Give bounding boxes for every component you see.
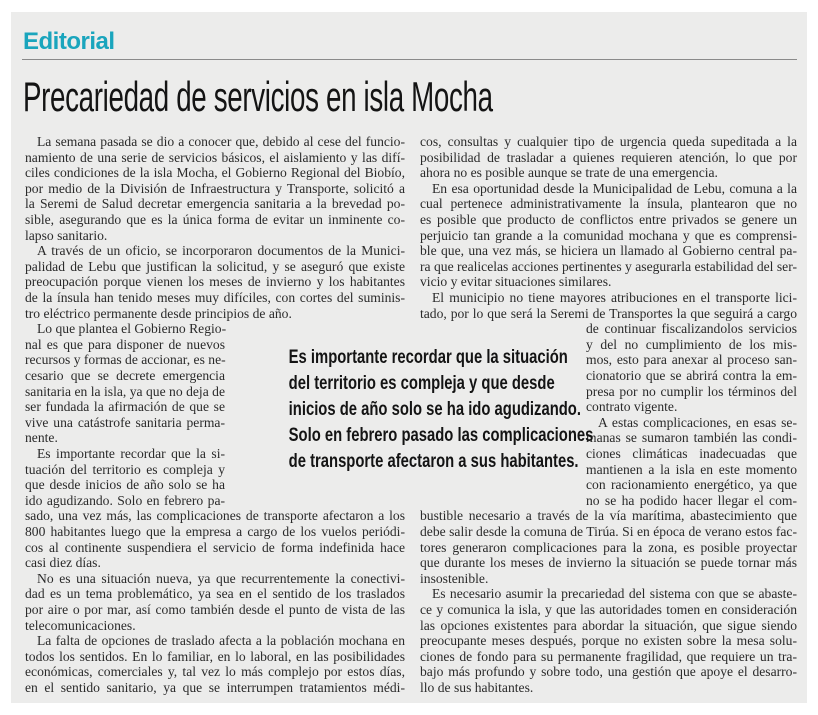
text-line: contrato vigente. [586,399,678,415]
text-line: La falta de opciones de traslado afecta a la población mochana en [37,633,405,649]
text-line: A estas complicaciones, en esas se- [598,414,797,430]
text-line: En esa oportunidad desde la Municipalidad de Lebu, comuna a la [432,180,797,196]
text-line: debe salir desde la comuna de Tirúa. Si en época de verano estos fac- [420,524,797,539]
text-line: mantienen a la isla en este momento [586,461,797,477]
pull-quote [255,345,594,475]
text-line: perjuicio tan grande a la comunidad mochana y que es comprensi- [420,227,797,243]
text-line: posibilidad de trasladar a quienes requieren atención, lo que por [420,149,797,165]
headline: Precariedad de servicios en isla Mocha [23,73,493,120]
text-line: las opciones existentes para abordar la situación, que sigue siendo [420,617,797,633]
pull-quote-line: inicios de año solo se ha ido agudizando. [288,399,581,420]
section-label: Editorial [23,28,115,55]
text-line: namiento de una serie de servicios básicos, el aislamiento y las difí- [25,149,405,165]
text-line: recursos y formas de accionar, es ne- [25,352,226,368]
text-line: cos, consultas y cualquier tipo de urgencia queda supeditada a la [420,134,797,149]
text-line: tuación del territorio es compleja y [25,461,225,477]
text-line: ra que realicelas acciones pertinentes y asegurarla estabilidad del ser- [420,258,797,274]
text-line: por aire o por mar, así como también desde el punto de vista de las [25,602,405,617]
pull-quote-line: del territorio es compleja y que desde [288,373,555,394]
text-line: es posible que producto de conflictos entre privados se genere un [420,212,797,227]
text-line: bajo más profundo y sobre todo, una gestión que apoye el desarro- [420,664,797,680]
text-line: presa por no cumplir los términos del [586,383,797,399]
text-line: preocupación porque vienen los meses de invierno y los habitantes [25,274,405,290]
text-line: palidad de Lebu que justifican la solicitud, y se aseguró que existe [25,258,405,274]
text-line: nal es que para disponer de nuevos [25,336,225,352]
text-line: telecomunicaciones. [25,617,136,633]
text-line: cos al continente suspendiera el servicio de forma indefinida hace [25,539,405,555]
pull-quote-line: Es importante recordar que la situación [288,347,568,368]
text-line: que durante los meses de invierno la situación se puede tornar más [420,555,797,571]
section-divider [22,59,797,60]
text-line: dad es un tema problemático, ya sea en el sentido de los traslados [25,586,405,602]
text-line: la Seremi de Salud decretar emergencia sanitaria a la brevedad po- [25,196,405,212]
text-line: Es necesario asumir la precariedad del sistema con que se abaste- [432,586,797,602]
text-line: preocupante meses después, porque no existen sobre la mesa solu- [420,633,797,649]
text-line: sanitaria en la isla, ya que no deja de [25,383,225,399]
text-line: tro eléctrico permanente desde principios de año. [25,305,292,321]
text-line: con racionamiento energético, ya que [586,477,797,493]
text-line: bustible necesario a través de la vía marítima, abastecimiento que [420,508,797,524]
text-line: ble que, una vez más, se hiciera un llamado al Gobierno central pa- [420,243,797,259]
text-line: ciones climáticas inadecuadas que [586,446,797,461]
text-line: A través de un oficio, se incorporaron documentos de la Munici- [37,243,405,259]
text-line: vicio y evitar situaciones similares. [420,274,612,290]
text-line: cesario que se decrete emergencia [25,368,225,383]
text-line: ahora no es posible aunque se trate de una emergencia. [420,165,718,181]
text-line: tado, por lo que será la Seremi de Transportes la que seguirá a cargo [420,305,797,321]
text-line: El municipio no tiene mayores atribuciones en el transporte lici- [432,290,797,305]
text-line: de la ínsula han tenido meses muy difíciles, con cortes del suminis- [25,290,405,305]
text-line: manas se sumaron también las condi- [586,430,797,446]
text-line: cionatorio que se abrirá contra la em- [586,368,797,383]
text-line: vive una catástrofe sanitaria perma- [25,414,225,430]
text-line: Es importante recordar que la si- [37,446,225,461]
text-line: sado, una vez más, las complicaciones de transporte afectaron a los [25,508,405,524]
text-line: llo de sus habitantes. [420,680,534,695]
text-line: tores generaron complicaciones para la zona, es posible proyectar [420,539,797,555]
text-line: todos los sentidos. En lo familiar, en lo laboral, en las posibilidades [25,648,405,664]
pull-quote-line: de transporte afectaron a sus habitantes. [288,451,579,472]
text-line: 800 habitantes luego que la empresa a cargo de los vuelos periódi- [25,524,405,539]
text-line: La semana pasada se dio a conocer que, debido al cese del funcio- [37,134,405,149]
text-line: económicas, comerciales y, tal vez lo más complejo por estos días, [25,664,405,680]
text-line: mos, esto para anexar al proceso san- [586,352,797,368]
text-line: ciones de fondo para su permanente fragilidad, que requiere un tra- [420,648,797,664]
pull-quote-line: Solo en febrero pasado las complicaciones [288,425,594,446]
text-line: en el sentido sanitario, ya que se interrumpen tratamientos médi- [25,680,405,695]
text-line: que desde inicios de año solo se ha [25,477,225,493]
text-line: ce y comunica la isla, y que las autoridades tomen en consideración [420,602,797,617]
text-line: no se ha podido hacer llegar el com- [586,492,797,508]
text-line: casi diez días. [25,555,101,571]
text-line: y del no cumplimiento de los mis- [586,336,797,352]
text-line: lapso sanitario. [25,227,108,243]
text-line: insostenible. [420,570,489,586]
text-line: Lo que plantea el Gobierno Regio- [37,321,227,337]
text-line: sible, asegurando que es la única forma de evitar un inminente co- [25,212,405,227]
text-line: de continuar fiscalizandolos servicios [586,321,797,337]
text-line: ser fundada la afirmación de que se [25,399,225,415]
text-line: ido agudizando. Solo en febrero pa- [25,492,225,508]
text-line: ciles condiciones de la isla Mocha, el Gobierno Regional del Biobío, [25,165,405,181]
text-line: cual pertenece administrativamente la ínsula, plantearon que no [420,196,797,212]
text-line: nente. [25,430,58,446]
text-line: por medio de la División de Infraestructura y Transporte, solicitó a [25,180,405,196]
text-line: No es una situación nueva, ya que recurrentemente la conectivi- [37,570,405,586]
